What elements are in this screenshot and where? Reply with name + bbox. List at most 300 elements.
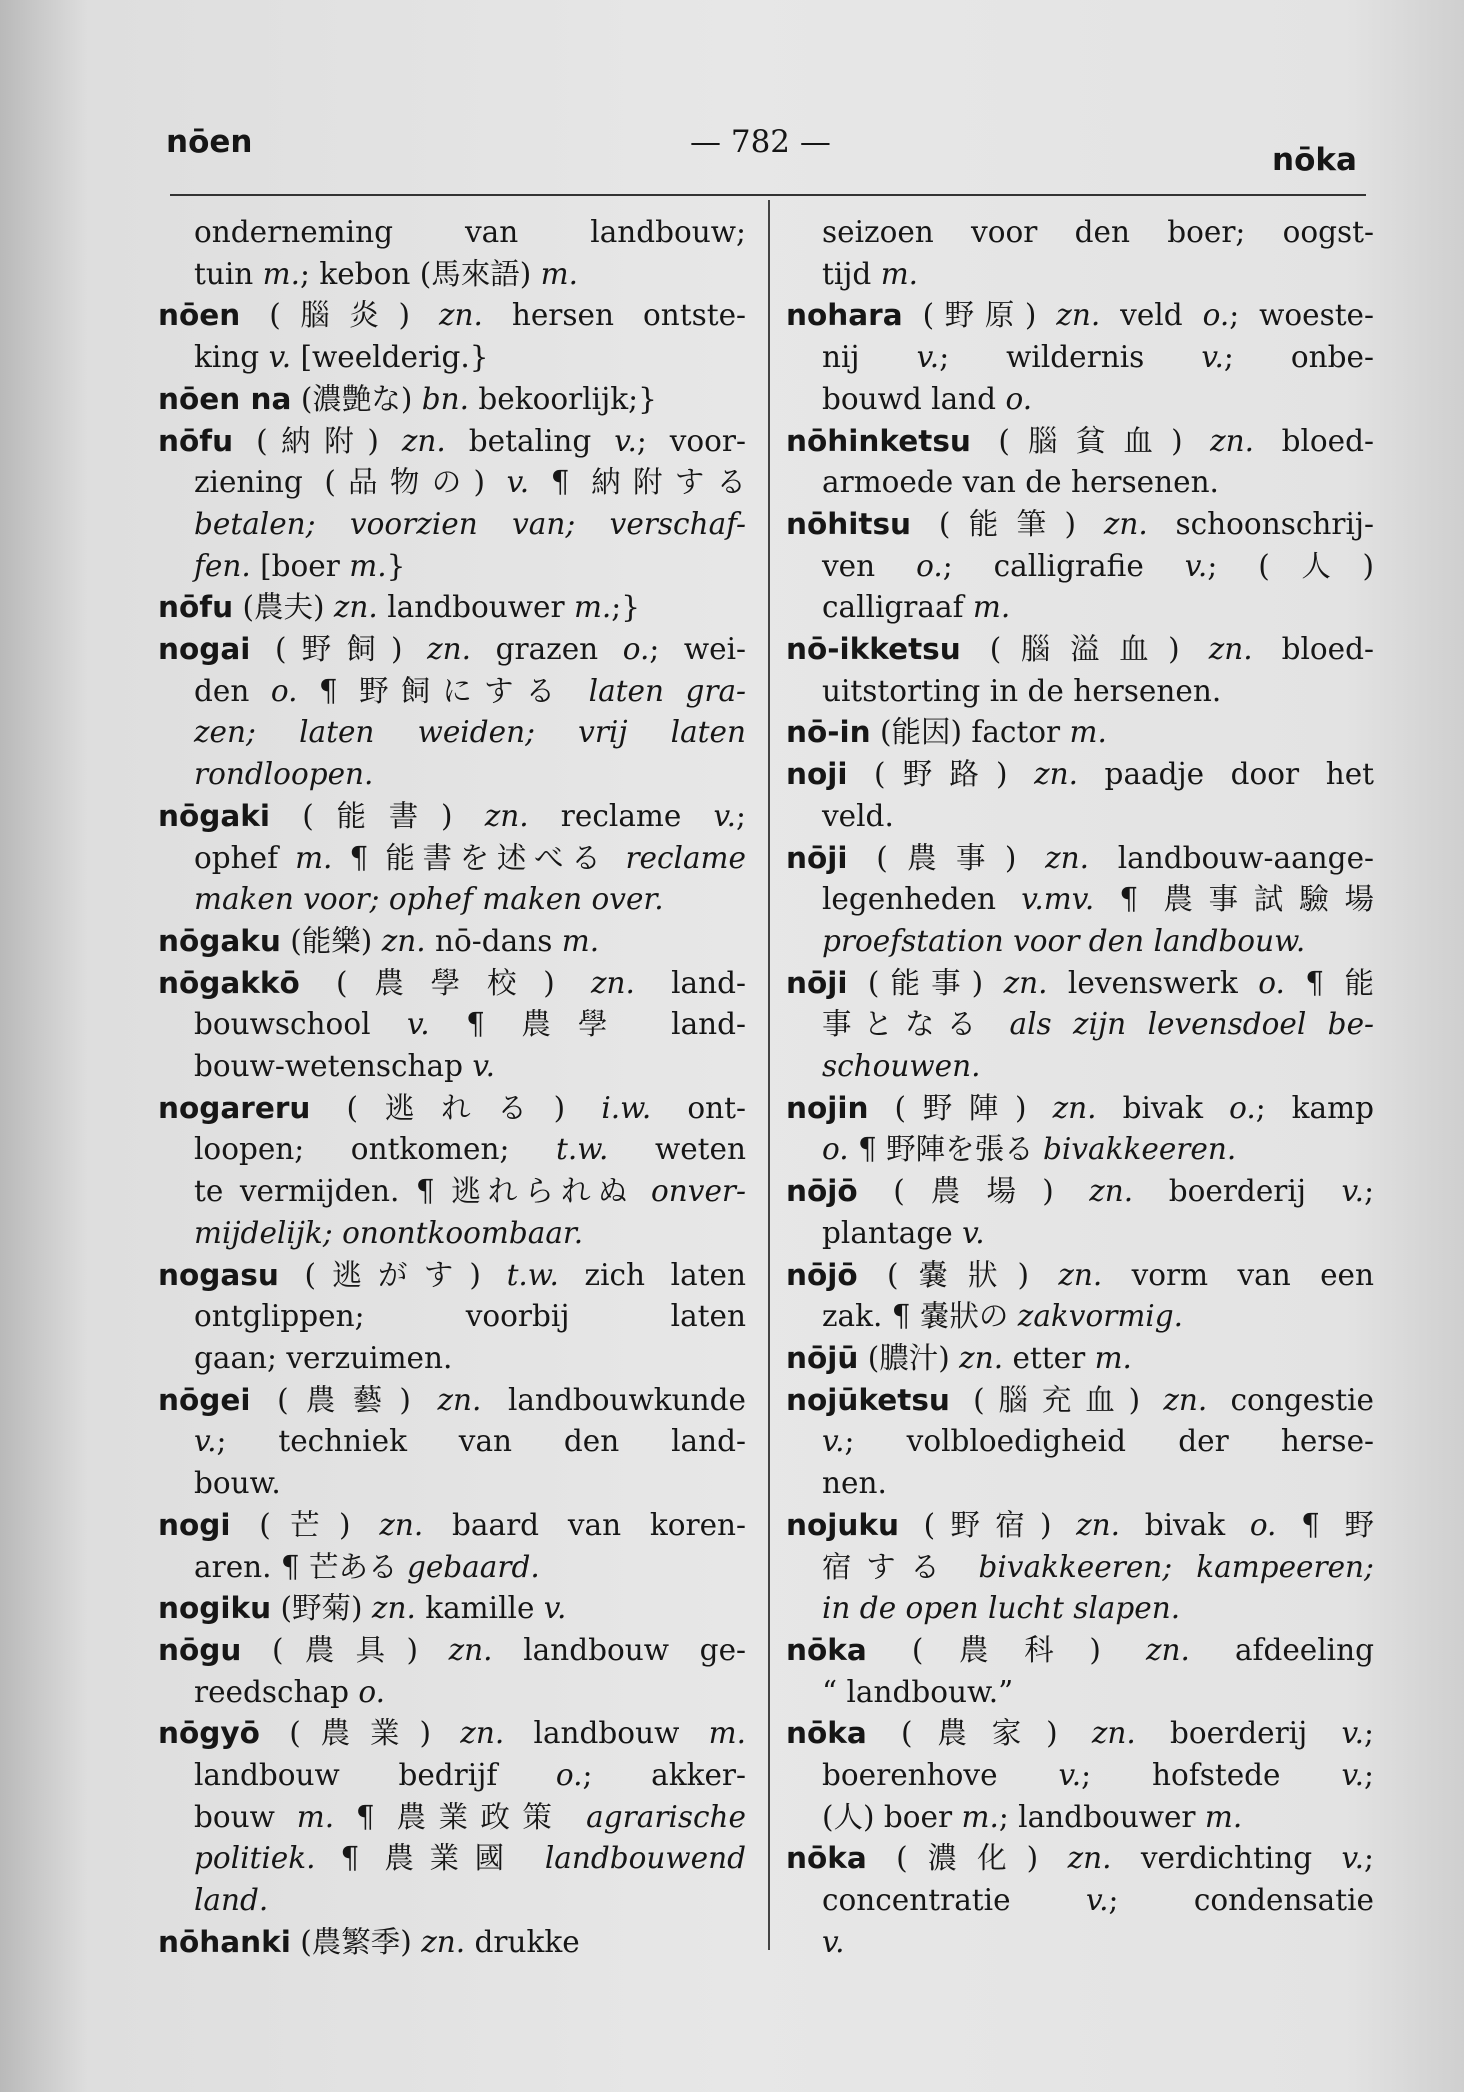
italic-text: v. bbox=[1341, 1758, 1365, 1793]
entry-line bbox=[786, 295, 1374, 337]
entry-line bbox=[158, 1255, 746, 1297]
entry-text: [boer bbox=[250, 548, 350, 583]
italic-text: t.w. bbox=[506, 1257, 559, 1292]
entry-text: hersen ontste- bbox=[482, 298, 746, 333]
entry-line bbox=[786, 629, 1374, 671]
italic-text: m. bbox=[1069, 715, 1107, 750]
entry-line bbox=[158, 1630, 746, 1672]
italic-text: m. bbox=[1204, 1799, 1243, 1834]
entry-text: (腦炎) bbox=[240, 298, 439, 333]
left-column bbox=[158, 212, 746, 1964]
headword: nōji bbox=[786, 965, 848, 1000]
entry-text: drukke bbox=[465, 1924, 580, 1959]
entry-line bbox=[786, 963, 1374, 1005]
entry-text: ziening (品物の) bbox=[194, 465, 507, 500]
entry-line bbox=[786, 1505, 1374, 1547]
entry-text: ; akker- bbox=[582, 1758, 746, 1793]
entry-line bbox=[158, 462, 746, 504]
entry-text: legenheden bbox=[822, 882, 1022, 917]
italic-text: zn. bbox=[381, 923, 426, 958]
page-number: — 782 — bbox=[690, 124, 831, 160]
headword: nogareru bbox=[158, 1090, 311, 1125]
entry-text: boerenhove bbox=[822, 1758, 1059, 1793]
italic-text: politiek. bbox=[194, 1841, 316, 1876]
entry-line bbox=[158, 1046, 746, 1088]
entry-text: ; woeste- bbox=[1229, 298, 1374, 333]
italic-text: v. bbox=[822, 1424, 845, 1459]
entry-line bbox=[786, 671, 1374, 713]
italic-text: o. bbox=[555, 1758, 583, 1793]
italic-text: zn. bbox=[959, 1340, 1004, 1375]
italic-text: zn. bbox=[1058, 1257, 1103, 1292]
headword: nogi bbox=[158, 1507, 231, 1542]
headword: nōgaki bbox=[158, 798, 271, 833]
entry-text: ;} bbox=[611, 590, 641, 625]
italic-text: mijdelijk; onontkoombaar. bbox=[194, 1215, 584, 1250]
headword: nōjō bbox=[786, 1174, 858, 1209]
italic-text: v. bbox=[1201, 340, 1224, 375]
headword: nogiku bbox=[158, 1591, 272, 1626]
headword: nōgei bbox=[158, 1382, 251, 1417]
entry-text: land- bbox=[634, 965, 746, 1000]
headword: nohara bbox=[786, 298, 903, 333]
entry-text: (農繁季) bbox=[290, 1924, 422, 1959]
entry-line bbox=[158, 1088, 746, 1130]
entry-line bbox=[786, 712, 1374, 754]
italic-text: zn. bbox=[1056, 298, 1101, 333]
entry-text: (納附) bbox=[233, 423, 402, 458]
entry-line bbox=[786, 1630, 1374, 1672]
italic-text: o. bbox=[1258, 965, 1285, 1000]
italic-text: v. bbox=[407, 1007, 430, 1042]
entry-text: “ landbouw.” bbox=[822, 1674, 1014, 1709]
headword: nogasu bbox=[158, 1257, 279, 1292]
italic-text: v. bbox=[194, 1424, 217, 1459]
column-divider bbox=[768, 200, 770, 1950]
entry-text: boerderij bbox=[1133, 1174, 1342, 1209]
right-column bbox=[786, 212, 1374, 1964]
entry-text: ; voor- bbox=[636, 423, 746, 458]
entry-text: veld bbox=[1100, 298, 1203, 333]
entry-line bbox=[786, 462, 1374, 504]
italic-text: zn. bbox=[401, 423, 446, 458]
entry-text: ven bbox=[822, 548, 917, 583]
entry-text: bloed- bbox=[1252, 632, 1374, 667]
entry-text: (能因) factor bbox=[870, 715, 1070, 750]
entry-text: (農家) bbox=[866, 1716, 1092, 1751]
entry-line bbox=[786, 1255, 1374, 1297]
italic-text: m. bbox=[961, 1799, 999, 1834]
entry-text: ¶ 納附する bbox=[529, 465, 746, 500]
entry-line bbox=[158, 1004, 746, 1046]
entry-line bbox=[786, 379, 1374, 421]
entry-text: (能事) bbox=[847, 965, 1004, 1000]
headword: nōhanki bbox=[158, 1924, 291, 1959]
italic-text: zn. bbox=[437, 1382, 482, 1417]
entry-text: ontglippen; voorbij laten bbox=[194, 1299, 746, 1334]
entry-text: ophef bbox=[194, 840, 296, 875]
entry-line bbox=[158, 421, 746, 463]
entry-text: (野原) bbox=[902, 298, 1057, 333]
entry-text: baard van koren- bbox=[423, 1507, 746, 1542]
entry-text: ; bbox=[1364, 1174, 1374, 1209]
entry-text: reedschap bbox=[194, 1674, 359, 1709]
entry-text: (腦充血) bbox=[949, 1382, 1164, 1417]
italic-text: agrarische bbox=[586, 1799, 746, 1834]
entry-text: (能樂) bbox=[280, 923, 382, 958]
italic-text: m. bbox=[708, 1716, 746, 1751]
entry-line bbox=[158, 295, 746, 337]
italic-text: m. bbox=[296, 1799, 335, 1834]
entry-text: bouwschool bbox=[194, 1007, 408, 1042]
entry-text: aren. ¶ 芒ある bbox=[194, 1549, 407, 1584]
italic-text: v. bbox=[1058, 1758, 1082, 1793]
italic-text: zn. bbox=[427, 632, 472, 667]
entry-text: ont- bbox=[651, 1090, 746, 1125]
headword: nōgu bbox=[158, 1632, 242, 1667]
entry-text: landbouwer bbox=[377, 590, 574, 625]
italic-text: o. bbox=[270, 673, 298, 708]
entry-line bbox=[158, 921, 746, 963]
entry-text: ; calligrafie bbox=[942, 548, 1185, 583]
italic-text: zn. bbox=[448, 1632, 493, 1667]
headword: nō-ikketsu bbox=[786, 632, 961, 667]
entry-text: nō-dans bbox=[425, 923, 562, 958]
entry-line bbox=[158, 838, 746, 880]
entry-text: (農科) bbox=[866, 1632, 1146, 1667]
headword: nojuku bbox=[786, 1507, 900, 1542]
entry-text: boerderij bbox=[1135, 1716, 1342, 1751]
entry-text: calligraaf bbox=[822, 590, 973, 625]
entry-text: (濃艶な) bbox=[291, 381, 422, 416]
entry-text: ¶ 野 bbox=[1276, 1507, 1374, 1542]
entry-line bbox=[786, 1755, 1374, 1797]
entry-text: den bbox=[194, 673, 271, 708]
italic-text: schouwen. bbox=[822, 1049, 981, 1084]
entry-line bbox=[158, 1213, 746, 1255]
entry-line bbox=[786, 1838, 1374, 1880]
italic-text: zn. bbox=[333, 590, 378, 625]
entry-text: ¶ 能書を述べる bbox=[332, 840, 626, 875]
entry-line bbox=[158, 1421, 746, 1463]
entry-text: landbouw bbox=[504, 1716, 709, 1751]
entry-text: landbouwkunde bbox=[481, 1382, 746, 1417]
entry-text: 事となる bbox=[822, 1007, 1010, 1042]
italic-text: zn. bbox=[484, 798, 529, 833]
entry-line bbox=[786, 1672, 1374, 1714]
entry-text: ; onbe- bbox=[1223, 340, 1374, 375]
entry-text: tijd bbox=[822, 256, 881, 291]
entry-text: landbouw-aange- bbox=[1089, 840, 1374, 875]
entry-line bbox=[786, 1922, 1374, 1964]
entry-line bbox=[158, 587, 746, 629]
entry-text: levenswerk bbox=[1047, 965, 1259, 1000]
italic-text: maken voor; ophef maken over. bbox=[194, 882, 664, 917]
entry-line bbox=[786, 1463, 1374, 1505]
headword: nōka bbox=[786, 1716, 867, 1751]
italic-text: m. bbox=[880, 256, 919, 291]
page-header bbox=[0, 124, 1464, 176]
italic-text: proefstation voor den landbouw. bbox=[822, 923, 1306, 958]
entry-line bbox=[786, 1547, 1374, 1589]
entry-line bbox=[158, 712, 746, 754]
entry-line bbox=[786, 754, 1374, 796]
entry-text: verdichting bbox=[1111, 1841, 1342, 1876]
entry-line bbox=[158, 1463, 746, 1505]
italic-text: v. bbox=[822, 1924, 845, 1959]
entry-line bbox=[786, 421, 1374, 463]
headword: nōka bbox=[786, 1632, 867, 1667]
italic-text: zn. bbox=[1052, 1090, 1097, 1125]
entry-text: ; bbox=[736, 798, 746, 833]
entry-text: (濃化) bbox=[866, 1841, 1068, 1876]
italic-text: i.w. bbox=[601, 1090, 652, 1125]
entry-text: ¶ 農學 land- bbox=[429, 1007, 746, 1042]
italic-text: m. bbox=[561, 923, 600, 958]
entry-text: seizoen voor den boer; oogst- bbox=[822, 215, 1374, 249]
entry-line bbox=[786, 587, 1374, 629]
entry-text: veld. bbox=[822, 798, 894, 833]
entry-line bbox=[158, 1296, 746, 1338]
entry-line bbox=[158, 1797, 746, 1839]
entry-line bbox=[158, 1922, 746, 1964]
entry-line bbox=[158, 1838, 746, 1880]
entry-text: (農場) bbox=[857, 1174, 1090, 1209]
entry-text: ; (人) bbox=[1207, 548, 1374, 583]
entry-text: landbouw ge- bbox=[492, 1632, 746, 1667]
entry-text: (農業) bbox=[259, 1716, 461, 1751]
entry-text: armoede van de hersenen. bbox=[822, 465, 1219, 500]
italic-text: m. bbox=[262, 256, 301, 291]
italic-text: v. bbox=[614, 423, 637, 458]
entry-line bbox=[786, 1797, 1374, 1839]
entry-line bbox=[158, 1129, 746, 1171]
entry-text: plantage bbox=[822, 1215, 963, 1250]
entry-text: weten bbox=[608, 1132, 746, 1167]
entry-text: (膿汁) bbox=[858, 1340, 960, 1375]
entry-text: (腦溢血) bbox=[960, 632, 1209, 667]
entry-text: 宿する bbox=[822, 1549, 979, 1584]
italic-text: laten gra- bbox=[588, 673, 746, 708]
italic-text: m. bbox=[573, 590, 612, 625]
italic-text: land. bbox=[194, 1883, 269, 1918]
italic-text: o. bbox=[622, 632, 650, 667]
entry-text: ; volbloedigheid der herse- bbox=[844, 1424, 1374, 1459]
italic-text: zn. bbox=[1076, 1507, 1121, 1542]
guide-word-right: nōka bbox=[1272, 142, 1357, 178]
entry-line bbox=[786, 546, 1374, 588]
entry-text: (芒) bbox=[230, 1507, 380, 1542]
entry-text: tuin bbox=[194, 256, 263, 291]
entry-text: (農事) bbox=[847, 840, 1046, 875]
entry-line bbox=[158, 504, 746, 546]
entry-text: ; bbox=[1364, 1841, 1374, 1876]
entry-line bbox=[158, 254, 746, 296]
italic-text: zen; laten weiden; vrij laten bbox=[194, 715, 746, 750]
entry-line bbox=[786, 1129, 1374, 1171]
entry-line bbox=[158, 671, 746, 713]
guide-word-left: nōen bbox=[166, 124, 253, 160]
entry-line bbox=[158, 1380, 746, 1422]
italic-text: zn. bbox=[1145, 1632, 1190, 1667]
entry-line bbox=[158, 1505, 746, 1547]
entry-text: ; wei- bbox=[649, 632, 746, 667]
entry-line bbox=[786, 1338, 1374, 1380]
italic-text: zn. bbox=[1091, 1716, 1136, 1751]
entry-text: nij bbox=[822, 340, 917, 375]
entry-text: schoonschrij- bbox=[1147, 506, 1374, 541]
entry-text: (嚢狀) bbox=[857, 1257, 1059, 1292]
italic-text: zn. bbox=[1003, 965, 1048, 1000]
italic-text: als zijn levensdoel be- bbox=[1009, 1007, 1374, 1042]
italic-text: v. bbox=[1341, 1174, 1365, 1209]
italic-text: reclame bbox=[625, 840, 746, 875]
italic-text: rondloopen. bbox=[194, 757, 374, 792]
italic-text: v. bbox=[1184, 548, 1208, 583]
italic-text: betalen; voorzien van; verschaf- bbox=[194, 506, 746, 541]
entry-line bbox=[786, 921, 1374, 963]
italic-text: m. bbox=[349, 548, 387, 583]
entry-text: kamille bbox=[415, 1591, 544, 1626]
entry-text: loopen; ontkomen; bbox=[194, 1132, 557, 1167]
entry-line bbox=[158, 1755, 746, 1797]
italic-text: zn. bbox=[1045, 840, 1089, 875]
entry-text: (腦貧血) bbox=[970, 423, 1211, 458]
italic-text: t.w. bbox=[556, 1132, 609, 1167]
entry-text: bouw bbox=[194, 1799, 297, 1834]
entry-line bbox=[158, 1547, 746, 1589]
italic-text: zn. bbox=[1163, 1382, 1208, 1417]
italic-text: m. bbox=[1094, 1340, 1132, 1375]
italic-text: zn. bbox=[421, 1924, 466, 1959]
italic-text: o. bbox=[1005, 381, 1033, 416]
entry-text: ; bbox=[1364, 1758, 1374, 1793]
entry-text: ; kebon (馬來語) bbox=[300, 256, 541, 291]
entry-text: vorm van een bbox=[1102, 1257, 1374, 1292]
italic-text: zn. bbox=[1089, 1174, 1134, 1209]
entry-text: (野陣) bbox=[868, 1090, 1053, 1125]
italic-text: zn. bbox=[460, 1716, 505, 1751]
italic-text: zn. bbox=[1067, 1841, 1112, 1876]
entry-line bbox=[158, 1672, 746, 1714]
entry-line bbox=[158, 879, 746, 921]
italic-text: o. bbox=[822, 1132, 849, 1167]
entry-text: paadje door het bbox=[1078, 757, 1374, 792]
entry-line bbox=[786, 1421, 1374, 1463]
entry-text: nen. bbox=[822, 1466, 887, 1501]
entry-text: reclame bbox=[528, 798, 714, 833]
headword: nogai bbox=[158, 632, 251, 667]
entry-line bbox=[158, 754, 746, 796]
entry-text: landbouw bedrijf bbox=[194, 1758, 556, 1793]
headword: nō-in bbox=[786, 715, 871, 750]
entry-line bbox=[786, 1713, 1374, 1755]
entry-text: ¶ 野飼にする bbox=[297, 673, 589, 708]
entry-text: bloed- bbox=[1254, 423, 1374, 458]
italic-text: o. bbox=[358, 1674, 386, 1709]
entry-text: (人) boer bbox=[822, 1799, 962, 1834]
entry-text: bouw. bbox=[194, 1466, 281, 1501]
entry-text: (野飼) bbox=[250, 632, 428, 667]
entry-text: zak. ¶ 嚢狀の bbox=[822, 1299, 1018, 1334]
entry-text: bouwd land bbox=[822, 381, 1006, 416]
entry-line bbox=[158, 212, 746, 254]
italic-text: v. bbox=[1085, 1883, 1109, 1918]
italic-text: in de open lucht slapen. bbox=[822, 1591, 1181, 1626]
italic-text: zn. bbox=[371, 1591, 416, 1626]
entry-text: congestie bbox=[1207, 1382, 1374, 1417]
italic-text: v. bbox=[543, 1591, 567, 1626]
entry-line bbox=[158, 337, 746, 379]
headword: nōfu bbox=[158, 590, 234, 625]
entry-text: } bbox=[386, 548, 406, 583]
entry-line bbox=[786, 254, 1374, 296]
entry-text: ; landbouwer bbox=[998, 1799, 1205, 1834]
italic-text: v. bbox=[506, 465, 530, 500]
italic-text: o. bbox=[916, 548, 943, 583]
headword: nōji bbox=[786, 840, 848, 875]
entry-line bbox=[786, 796, 1374, 838]
italic-text: landbouwend bbox=[544, 1841, 746, 1876]
italic-text: v. bbox=[713, 798, 737, 833]
entry-line bbox=[786, 1004, 1374, 1046]
entry-line bbox=[158, 629, 746, 671]
headword: nōhinketsu bbox=[786, 423, 971, 458]
entry-text: (農具) bbox=[241, 1632, 449, 1667]
entry-text: ; techniek van den land- bbox=[216, 1424, 746, 1459]
entry-text: afdeeling bbox=[1189, 1632, 1374, 1667]
entry-text: ; condensatie bbox=[1108, 1883, 1374, 1918]
entry-text: (能書) bbox=[270, 798, 485, 833]
header-rule bbox=[170, 194, 1366, 196]
entry-line bbox=[158, 796, 746, 838]
entry-text: (逃がす) bbox=[278, 1257, 507, 1292]
italic-text: v.mv. bbox=[1021, 882, 1095, 917]
italic-text: gebaard. bbox=[406, 1549, 540, 1584]
entry-text: ¶ 野陣を張る bbox=[848, 1132, 1044, 1167]
italic-text: zn. bbox=[1034, 757, 1079, 792]
entry-text: (農學校) bbox=[299, 965, 591, 1000]
italic-text: zn. bbox=[1210, 423, 1255, 458]
entry-line bbox=[786, 1171, 1374, 1213]
headword: nōgyō bbox=[158, 1716, 260, 1751]
entry-line bbox=[786, 1213, 1374, 1255]
entry-line bbox=[786, 504, 1374, 546]
entry-line bbox=[158, 1171, 746, 1213]
entry-text: (農藝) bbox=[250, 1382, 438, 1417]
entry-line bbox=[786, 1046, 1374, 1088]
italic-text: v. bbox=[1341, 1841, 1365, 1876]
entry-line bbox=[786, 838, 1374, 880]
headword: nōjū bbox=[786, 1340, 859, 1375]
italic-text: v. bbox=[1341, 1716, 1365, 1751]
entry-line bbox=[786, 1380, 1374, 1422]
entry-line bbox=[158, 1588, 746, 1630]
italic-text: m. bbox=[295, 840, 333, 875]
italic-text: o. bbox=[1202, 298, 1230, 333]
italic-text: m. bbox=[540, 256, 578, 291]
entry-line bbox=[158, 546, 746, 588]
italic-text: bivakkeeren. bbox=[1043, 1132, 1237, 1167]
italic-text: v. bbox=[916, 340, 940, 375]
entry-text: ; hofstede bbox=[1081, 1758, 1342, 1793]
entry-text: uitstorting in de hersenen. bbox=[822, 673, 1222, 708]
entry-line bbox=[786, 1588, 1374, 1630]
entry-line bbox=[158, 1713, 746, 1755]
entry-text: gaan; verzuimen. bbox=[194, 1340, 453, 1375]
entry-line bbox=[158, 1880, 746, 1922]
entry-text: bivak bbox=[1120, 1507, 1250, 1542]
